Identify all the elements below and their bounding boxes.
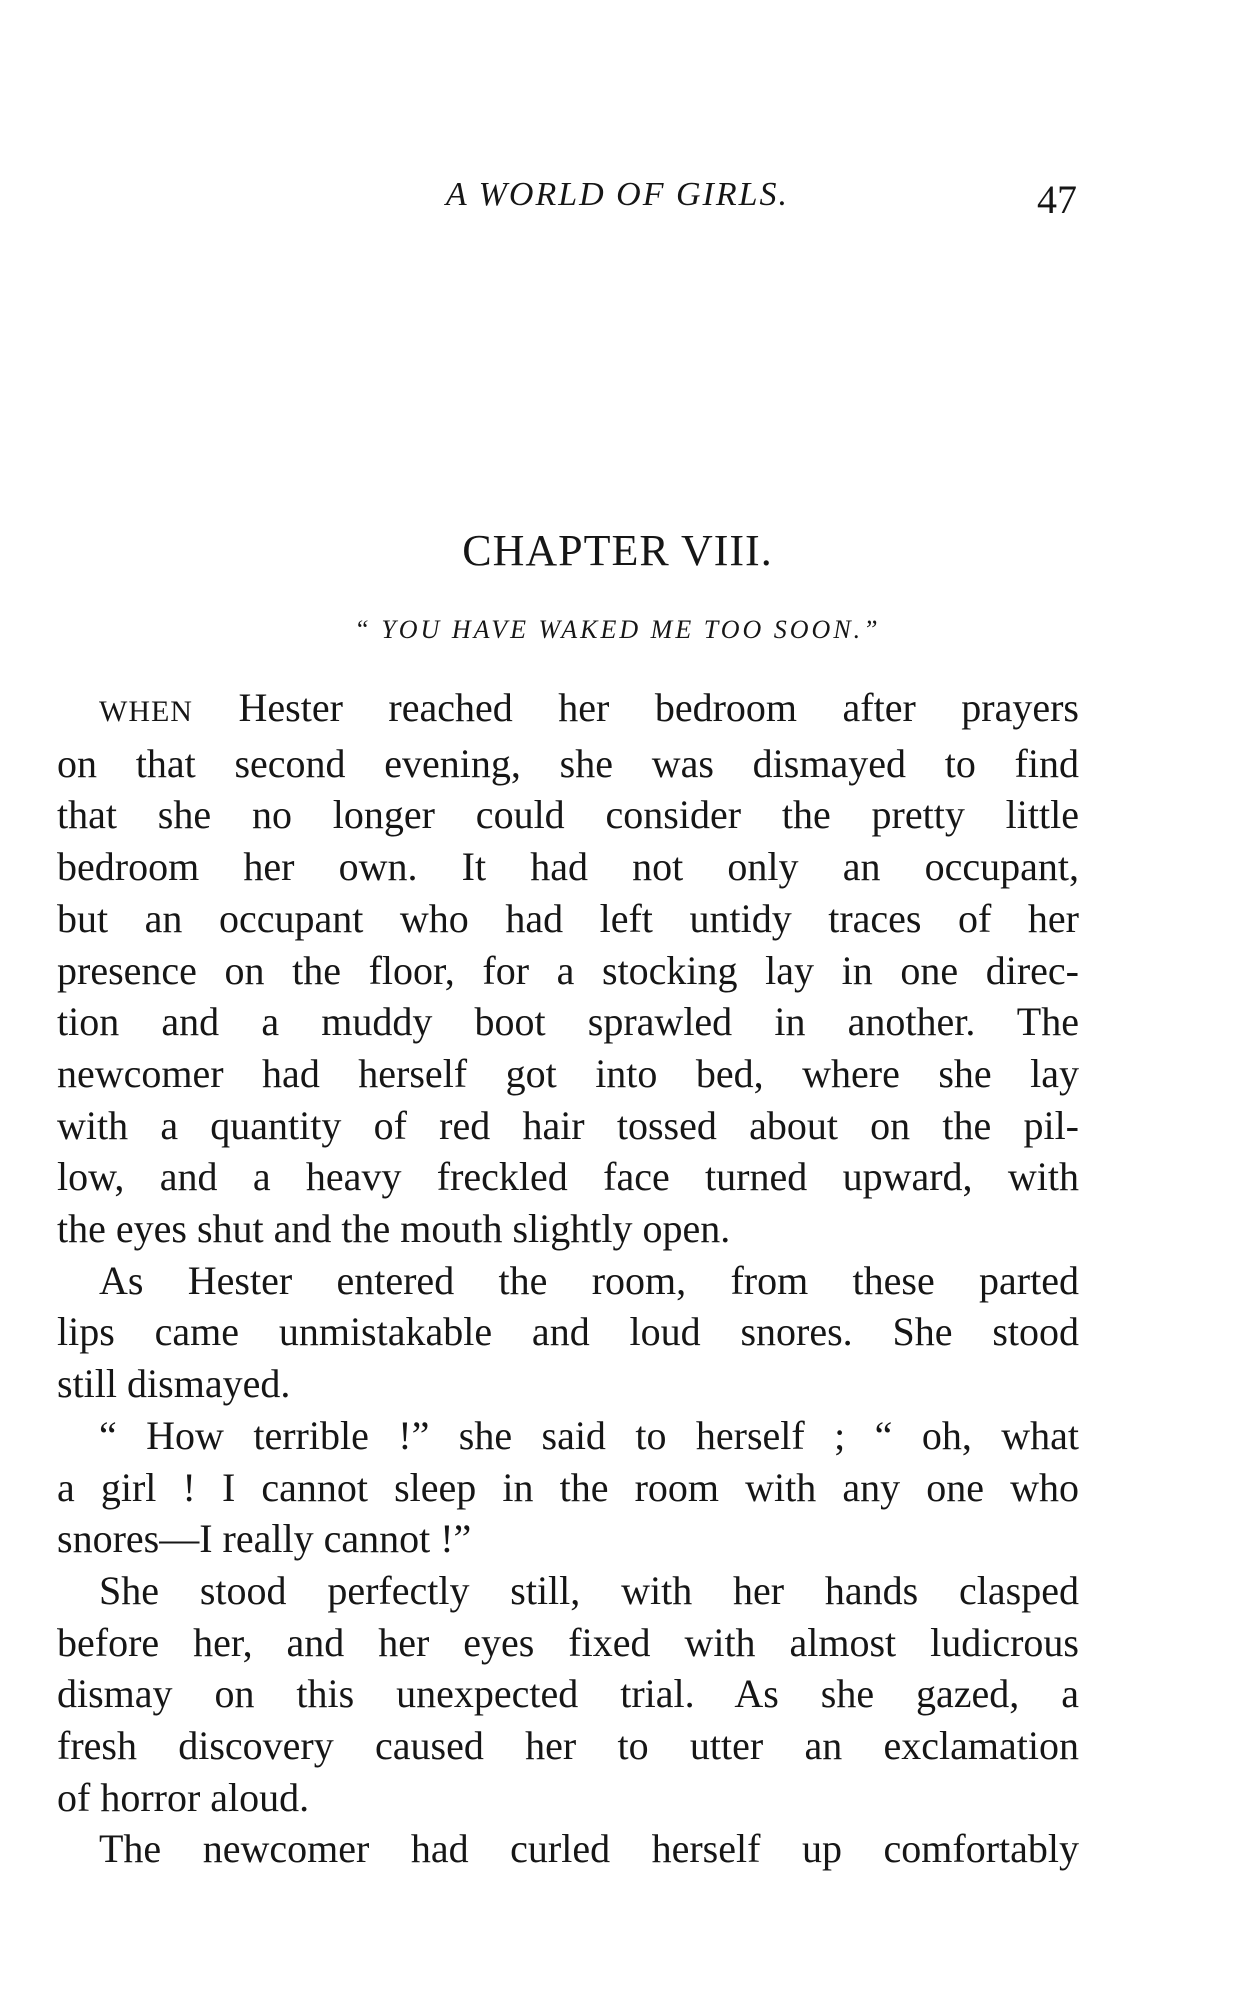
text-line: dismay on this unexpected trial. As she gazed, a xyxy=(57,1671,1079,1717)
text-line: As Hester entered the room, from these parted xyxy=(99,1257,1079,1303)
text-line: WHEN Hester reached her bedroom after prayers xyxy=(99,685,1079,730)
chapter-heading: CHAPTER VIII. xyxy=(462,526,773,575)
text-line: still dismayed. xyxy=(57,1361,291,1407)
text-line: a girl ! I cannot sleep in the room with any one who xyxy=(57,1464,1079,1510)
running-head xyxy=(0,176,1235,220)
text-line: presence on the floor, for a stocking lay in one direc- xyxy=(57,947,1079,993)
dropword: WHEN xyxy=(99,695,193,728)
text-line: bedroom her own. It had not only an occupant, xyxy=(57,844,1079,890)
body-text xyxy=(57,682,1079,1875)
text-line: low, and a heavy freckled face turned upward, with xyxy=(57,1154,1079,1200)
text-line: tion and a muddy boot sprawled in another. The xyxy=(57,999,1079,1045)
chapter-subtitle: “ YOU HAVE WAKED ME TOO SOON.” xyxy=(354,615,881,644)
text-line: “ How terrible !” she said to herself ; “ oh, what xyxy=(99,1412,1079,1458)
text-line: of horror aloud. xyxy=(57,1774,310,1820)
running-title: A WORLD OF GIRLS. xyxy=(445,176,790,213)
text-line: snores—I really cannot !” xyxy=(57,1516,472,1562)
text-line: lips came unmistakable and loud snores. She stood xyxy=(57,1309,1079,1355)
text-line: before her, and her eyes fixed with almost ludicrous xyxy=(57,1619,1079,1665)
text-line: She stood perfectly still, with her hands clasped xyxy=(99,1567,1079,1613)
text-line: but an occupant who had left untidy traces of her xyxy=(57,895,1079,941)
page-number: 47 xyxy=(1037,177,1077,222)
text-line: fresh discovery caused her to utter an exclamation xyxy=(57,1723,1079,1769)
text-line: on that second evening, she was dismayed to find xyxy=(57,740,1079,786)
text-line: with a quantity of red hair tossed about on the pil- xyxy=(57,1102,1079,1148)
text-line: the eyes shut and the mouth slightly open. xyxy=(57,1206,731,1252)
text-line: The newcomer had curled herself up comfortably xyxy=(99,1826,1079,1872)
text-line: that she no longer could consider the pretty little xyxy=(57,792,1079,838)
text-line: newcomer had herself got into bed, where she lay xyxy=(57,1050,1079,1096)
